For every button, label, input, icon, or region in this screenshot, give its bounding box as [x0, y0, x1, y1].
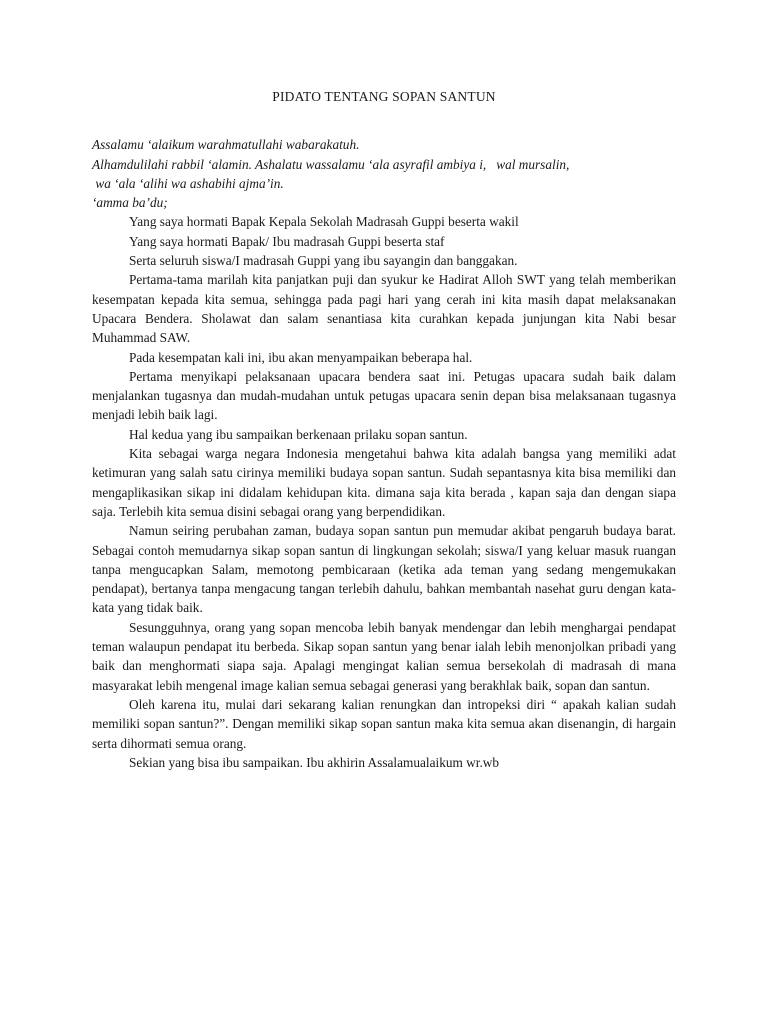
salutation-line: Serta seluruh siswa/I madrasah Guppi yang ibu sayangin dan banggakan. [129, 253, 518, 269]
salutation-line: Yang saya hormati Bapak/ Ibu madrasah Guppi beserta staf [129, 233, 445, 249]
opening-greeting [92, 135, 676, 212]
document-title: PIDATO TENTANG SOPAN SANTUN [272, 89, 496, 104]
body-paragraph: Hal kedua yang ibu sampaikan berkenaan prilaku sopan santun. [129, 426, 468, 442]
salutation-line: Yang saya hormati Bapak Kepala Sekolah Madrasah Guppi beserta wakil [129, 214, 519, 230]
opening-line: Assalamu ‘alaikum warahmatullahi wabarakatuh. [92, 137, 360, 153]
closing-paragraph: Sekian yang bisa ibu sampaikan. Ibu akhirin Assalamualaikum wr.wb [129, 754, 500, 770]
body-paragraph: Sesungguhnya, orang yang sopan mencoba lebih banyak mendengar dan lebih menghargai pendapat teman walaupun pendapat itu berbeda. Sikap sopan santun yang benar ialah lebih menonjolkan pribadi yang baik dan menghormati siapa saja. Apalagi mengingat kalian semua bersekolah di madrasah di mana masyarakat lebih mengenal image kalian semua sebagai generasi yang berakhlak baik, sopan dan santun. [92, 619, 676, 693]
body-paragraph: Kita sebagai warga negara Indonesia mengetahui bahwa kita adalah bangsa yang memiliki adat ketimuran yang salah satu cirinya memiliki budaya sopan santun. Sudah sepantasnya kita bisa memiliki dan mengaplikasikan sikap ini didalam kehidupan kita. dimana saja kita berada , kapan saja dan dengan siapa saja. Terlebih kita semua disini sebagai orang yang berpendidikan. [92, 446, 676, 519]
body-paragraph: Oleh karena itu, mulai dari sekarang kalian renungkan dan intropeksi diri “ apakah kalian sudah memiliki sopan santun?”. Dengan memiliki sikap sopan santun maka kita semua akan disenangin, di hargain serta dihormati semua orang. [92, 696, 676, 751]
opening-line: wa ‘ala ‘alihi wa ashabihi ajma’in. [92, 175, 284, 191]
document-page [92, 87, 676, 772]
body-paragraph: Namun seiring perubahan zaman, budaya sopan santun pun memudar akibat pengaruh budaya barat. Sebagai contoh memudarnya sikap sopan santun di lingkungan sekolah; siswa/I yang keluar masuk ruangan tanpa mengucapkan Salam, memotong pembicaraan (ketika ada teman yang sedang mengemukakan pendapat), bertanya tanpa mengacung tangan terlebih dahulu, bahkan membantah nasehat guru dengan kata-kata yang tidak baik. [92, 523, 676, 616]
body-paragraph: Pertama menyikapi pelaksanaan upacara bendera saat ini. Petugas upacara sudah baik dalam menjalankan tugasnya dan mudah-mudahan untuk petugas upacara senin depan bisa melaksanaan tugasnya menjadi lebih baik lagi. [92, 368, 676, 423]
salutation-list [92, 212, 676, 270]
body-paragraph: Pertama-tama marilah kita panjatkan puji dan syukur ke Hadirat Alloh SWT yang telah memberikan kesempatan kepada kita semua, sehingga pada pagi hari yang cerah ini kita masih dapat melaksanakan Upacara Bendera. Sholawat dan salam senantiasa kita curahkan kepada junjungan kita Nabi besar Muhammad SAW. [92, 272, 676, 346]
opening-line: ‘amma ba’du; [92, 195, 168, 211]
opening-line: Alhamdulilahi rabbil ‘alamin. Ashalatu wassalamu ‘ala asyrafil ambiya i, wal mursalin, [92, 156, 570, 172]
body-paragraph: Pada kesempatan kali ini, ibu akan menyampaikan beberapa hal. [129, 349, 473, 365]
